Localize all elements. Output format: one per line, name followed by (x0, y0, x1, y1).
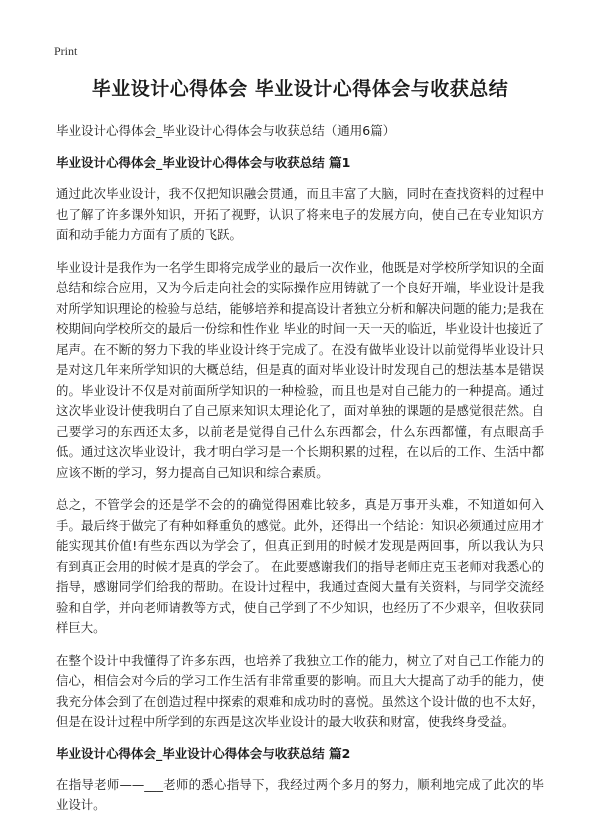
print-label: Print (54, 44, 78, 58)
section-heading: 毕业设计心得体会_毕业设计心得体会与收获总结 篇2 (56, 745, 351, 761)
paragraph: 在整个设计中我懂得了许多东西，也培养了我独立工作的能力，树立了对自己工作能力的信心，相信会对今后的学习工作生活有非常重要的影响。而且大大提高了动手的能力，使我充分体会到了在创造过程中探索的艰难和成功时的喜悦。虽然这个设计做的也不太好，但是在设计过程中所学到的东西是这次毕业设计的最大收获和财富，使我终身受益。 (56, 652, 544, 729)
paragraph: 通过此次毕业设计，我不仅把知识融会贯通，而且丰富了大脑，同时在查找资料的过程中也了解了许多课外知识，开拓了视野，认识了将来电子的发展方向，使自己在专业知识方面和动手能力方面有了质的飞跃。 (56, 186, 544, 242)
section-heading: 毕业设计心得体会_毕业设计心得体会与收获总结 篇1 (56, 155, 351, 170)
section-1 (56, 154, 544, 733)
paragraph: 毕业设计是我作为一名学生即将完成学业的最后一次作业，他既是对学校所学知识的全面总结和综合应用，又为今后走向社会的实际操作应用铸就了一个良好开端，毕业设计是我对所学知识理论的检验与总结，能够培养和提高设计者独立分析和解决问题的能力;是我在校期间向学校所交的最后一份综和性作业 毕业的时间一天一天的临近，毕业设计也接近了尾声。在不断的努力下我的毕业设计终于完成了。在没有做毕业设计以前觉得毕业设计只是对这几年来所学知识的大概总结，但是真的面对毕业设计时发现自己的想法基本是错误的。毕业设计不仅是对前面所学知识的一种检验，而且也是对自己能力的一种提高。通过这次毕业设计使我明白了自己原来知识太理论化了，面对单独的课题的是感觉很茫然。自己要学习的东西还太多，以前老是觉得自己什么东西都会，什么东西都懂，有点眼高手低。通过这次毕业设计，我才明白学习是一个长期积累的过程，在以后的工作、生活中都应该不断的学习，努力提高自己知识和综合素质。 (56, 259, 544, 480)
paragraph: 在指导老师——___老师的悉心指导下，我经过两个多月的努力，顺利地完成了此次的毕业设计。 (56, 776, 544, 812)
document-subtitle: 毕业设计心得体会_毕业设计心得体会与收获总结（通用6篇） (56, 123, 396, 138)
document-title: 毕业设计心得体会 毕业设计心得体会与收获总结 (91, 78, 509, 100)
section-2 (56, 745, 544, 816)
paragraph: 总之，不管学会的还是学不会的的确觉得困难比较多，真是万事开头难，不知道如何入手。最后终于做完了有种如释重负的感觉。此外，还得出一个结论：知识必须通过应用才能实现其价值!有些东西以为学会了，但真正到用的时候才发现是两回事，所以我认为只有到真正会用的时候才是真的学会了。 在此要感谢我们的指导老师庄克玉老师对我悉心的指导，感谢同学们给我的帮助。在设计过程中，我通过查阅大量有关资料，与同学交流经验和自学，并向老师请教等方式，使自己学到了不少知识，也经历了不少艰辛，但收获同样巨大。 (56, 497, 544, 635)
